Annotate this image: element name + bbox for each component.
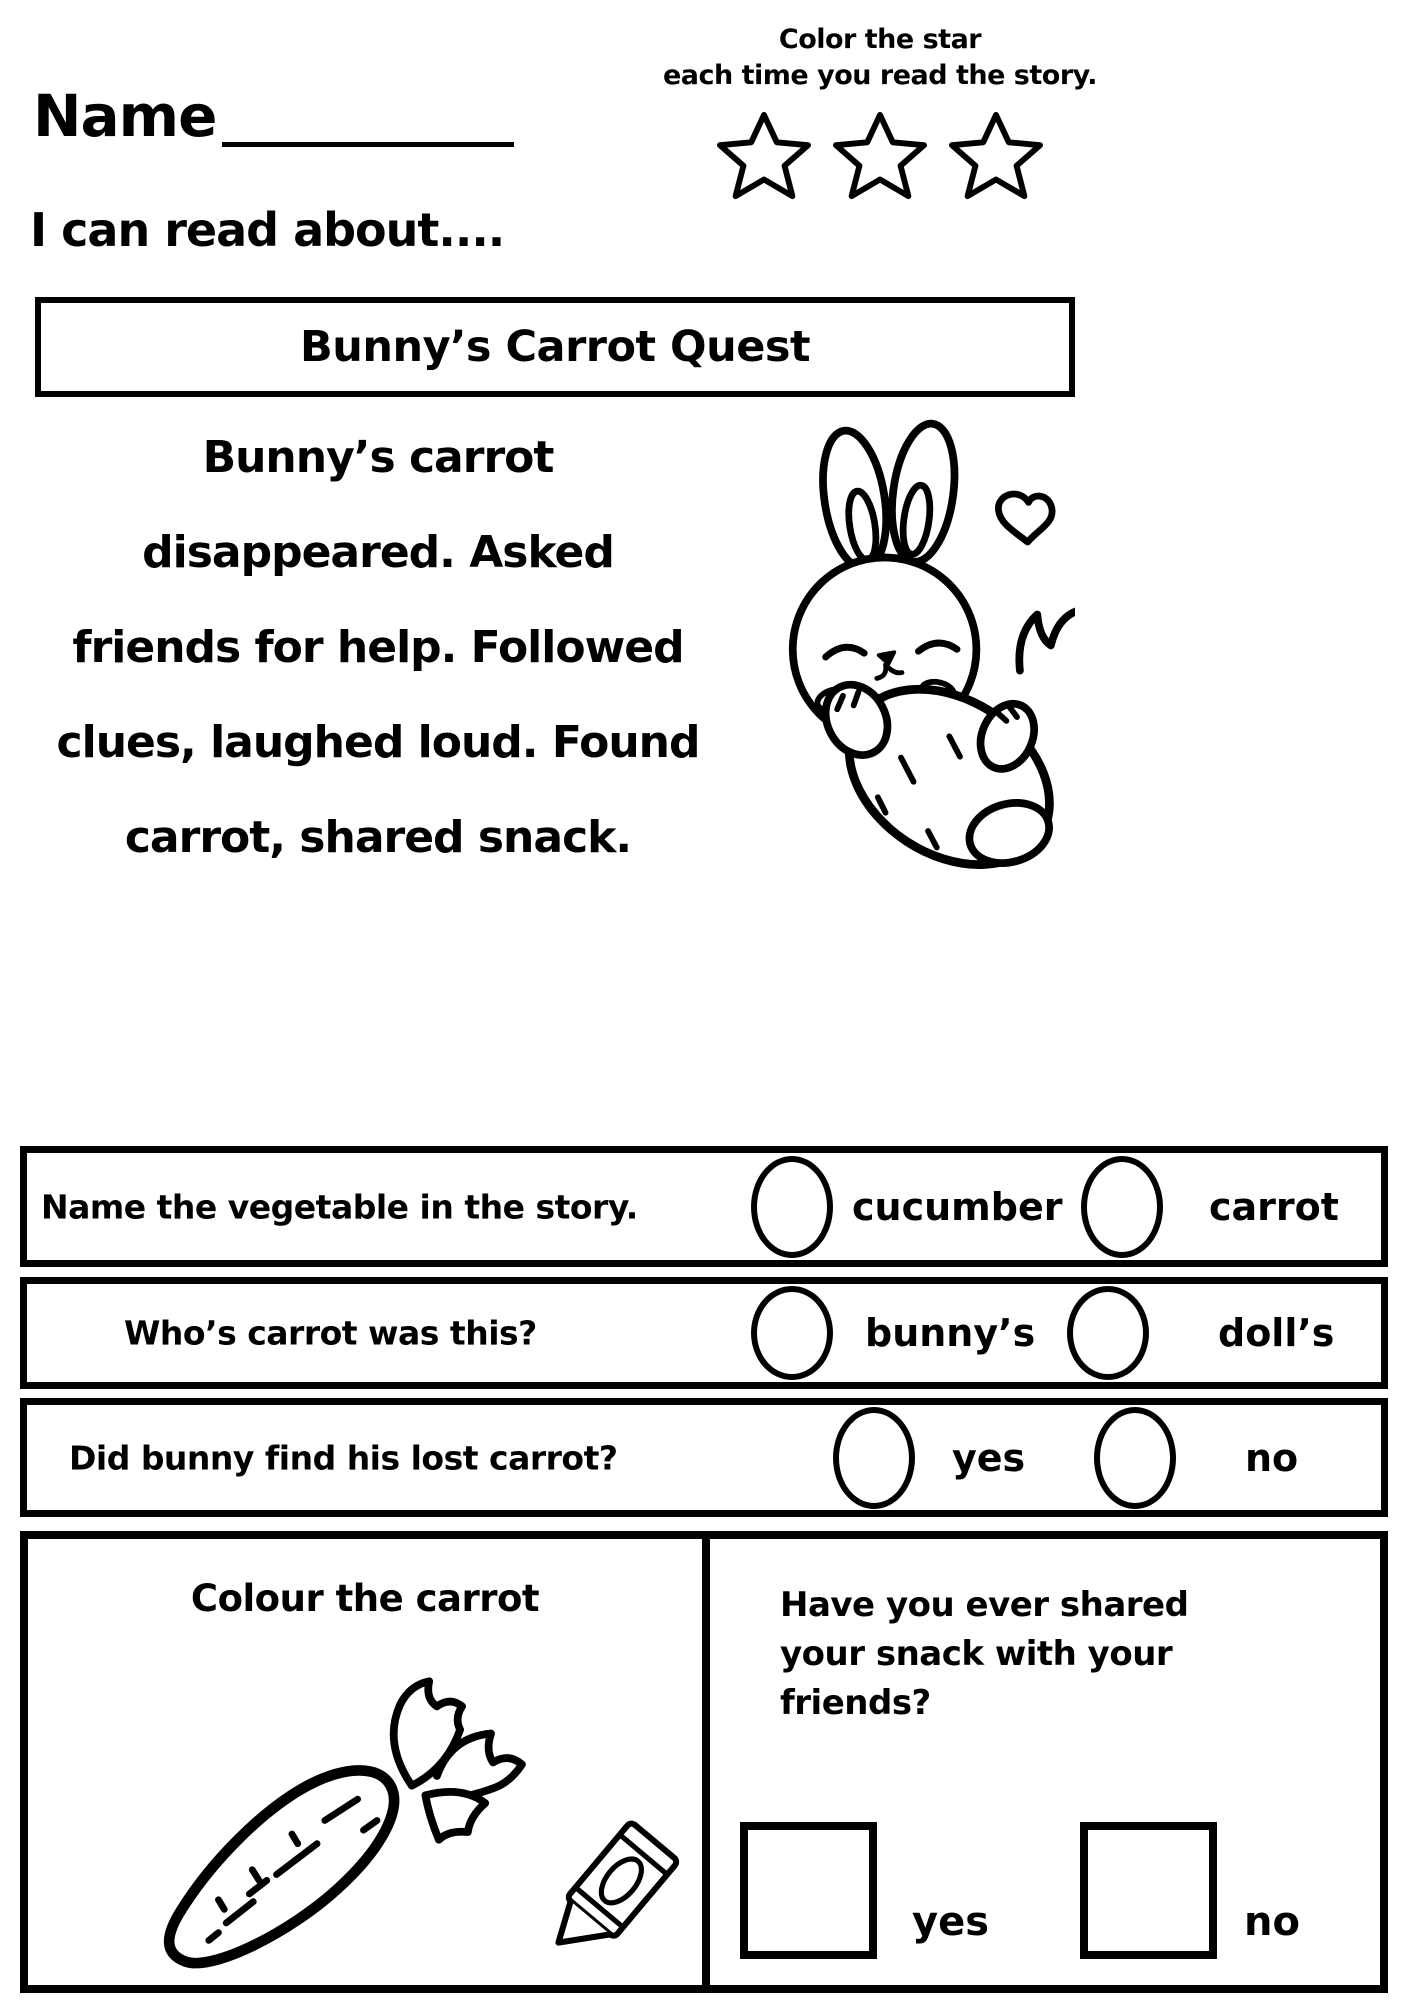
colour-prompt: Colour the carrot [190,1577,540,1620]
activities-box [20,1531,1388,1993]
checkbox-label: no [1244,1899,1300,1945]
star-instruction-line2: each time you read the story. [662,60,1098,91]
star-instruction-line1: Color the star [778,24,982,55]
answer-label: doll’s [1218,1311,1335,1355]
star-icon[interactable] [944,108,1048,202]
star-icon[interactable] [712,108,816,202]
checkbox-label: yes [912,1899,990,1945]
answer-label: no [1245,1435,1299,1480]
name-label: Name [33,82,217,150]
answer-label: carrot [1209,1184,1339,1229]
answer-label: bunny’s [865,1311,1036,1355]
question-prompt: Who’s carrot was this? [124,1313,537,1353]
name-write-line[interactable] [222,142,514,147]
story-line: disappeared. Asked [142,527,614,578]
checkbox-yes[interactable] [740,1822,877,1959]
star-icon[interactable] [828,108,932,202]
answer-circle[interactable] [751,1286,833,1380]
answer-circle[interactable] [751,1156,833,1258]
crayon-icon [523,1807,695,1979]
bunny-carrot-illustration [785,412,1075,877]
story-line: friends for help. Followed [72,622,684,673]
panel-divider [702,1539,710,1985]
question-prompt: Name the vegetable in the story. [41,1187,638,1226]
question-row [20,1398,1388,1517]
story-text [0,410,756,885]
star-instruction-block [650,22,1110,202]
answer-circle[interactable] [1081,1156,1163,1258]
intro-heading: I can read about.... [30,203,505,257]
story-line: clues, laughed loud. Found [56,717,700,768]
answer-circle[interactable] [1067,1286,1149,1380]
answer-label: cucumber [852,1184,1063,1229]
share-question: Have you ever shared your snack with your friends? [780,1585,1189,1723]
question-prompt: Did bunny find his lost carrot? [69,1438,618,1477]
question-row [20,1146,1388,1267]
answer-label: yes [952,1435,1026,1480]
checkbox-no[interactable] [1080,1822,1217,1959]
stars-row [650,108,1110,202]
story-line: carrot, shared snack. [124,812,632,863]
question-row [20,1277,1388,1389]
carrot-illustration[interactable] [128,1631,568,1979]
story-title: Bunny’s Carrot Quest [299,322,811,372]
story-title-box [35,297,1075,397]
story-line: Bunny’s carrot [202,432,554,483]
answer-circle[interactable] [1094,1407,1176,1509]
answer-circle[interactable] [833,1407,915,1509]
